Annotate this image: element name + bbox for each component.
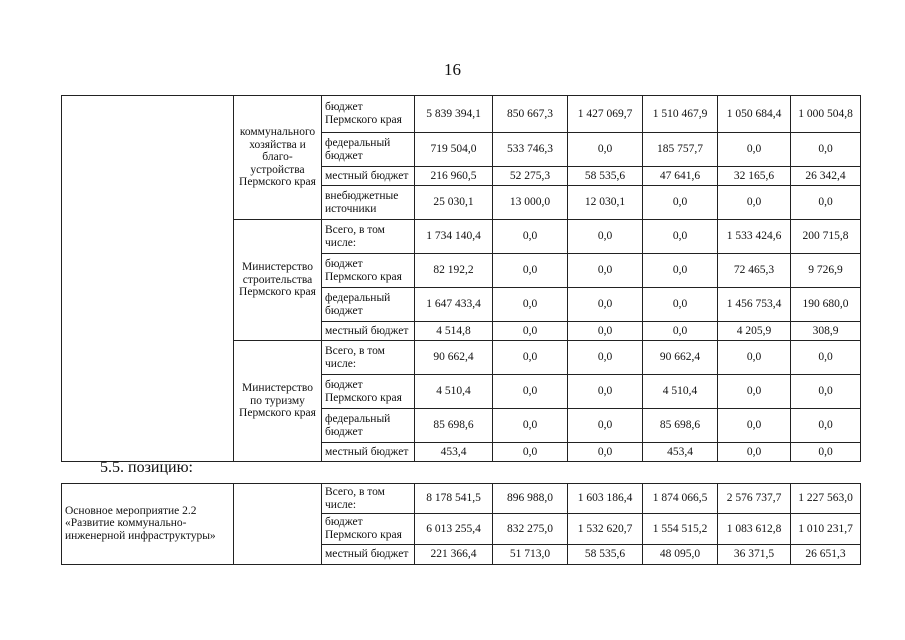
funding-source-cell: федеральный бюджет	[322, 288, 415, 322]
amount-cell: 0,0	[643, 322, 718, 341]
amount-cell: 0,0	[643, 288, 718, 322]
executor-cell	[234, 484, 322, 565]
amount-cell: 1 554 515,2	[643, 514, 718, 544]
amount-cell: 0,0	[568, 443, 643, 462]
executor-cell: Министерство по туризму Пермского края	[234, 341, 322, 462]
page-number: 16	[444, 60, 461, 79]
amount-cell: 12 030,1	[568, 186, 643, 220]
amount-cell: 185 757,7	[643, 133, 718, 167]
amount-cell: 0,0	[568, 341, 643, 375]
amount-cell: 52 275,3	[493, 167, 568, 186]
budget-table-continued	[61, 95, 861, 462]
amount-cell: 0,0	[493, 220, 568, 254]
amount-cell: 0,0	[718, 341, 791, 375]
amount-cell: 36 371,5	[718, 544, 791, 564]
amount-cell: 58 535,6	[568, 544, 643, 564]
amount-cell: 0,0	[493, 375, 568, 409]
amount-cell: 1 510 467,9	[643, 96, 718, 133]
amount-cell: 9 726,9	[791, 254, 861, 288]
amount-cell: 0,0	[718, 133, 791, 167]
amount-cell: 4 510,4	[415, 375, 493, 409]
amount-cell: 0,0	[493, 409, 568, 443]
funding-source-cell: федеральный бюджет	[322, 133, 415, 167]
amount-cell: 0,0	[568, 288, 643, 322]
amount-cell: 0,0	[493, 254, 568, 288]
amount-cell: 1 427 069,7	[568, 96, 643, 133]
amount-cell: 1 456 753,4	[718, 288, 791, 322]
amount-cell: 216 960,5	[415, 167, 493, 186]
amount-cell: 0,0	[791, 186, 861, 220]
amount-cell: 51 713,0	[493, 544, 568, 564]
amount-cell: 13 000,0	[493, 186, 568, 220]
amount-cell: 1 603 186,4	[568, 484, 643, 514]
amount-cell: 0,0	[718, 443, 791, 462]
amount-cell: 26 651,3	[791, 544, 861, 564]
amount-cell: 72 465,3	[718, 254, 791, 288]
amount-cell: 453,4	[643, 443, 718, 462]
amount-cell: 2 576 737,7	[718, 484, 791, 514]
measure-name-cell	[62, 96, 234, 462]
amount-cell: 85 698,6	[643, 409, 718, 443]
amount-cell: 221 366,4	[415, 544, 493, 564]
funding-source-cell: Всего, в том числе:	[322, 484, 415, 514]
amount-cell: 0,0	[493, 443, 568, 462]
amount-cell: 1 874 066,5	[643, 484, 718, 514]
amount-cell: 1 227 563,0	[791, 484, 861, 514]
amount-cell: 0,0	[568, 375, 643, 409]
amount-cell: 200 715,8	[791, 220, 861, 254]
amount-cell: 1 010 231,7	[791, 514, 861, 544]
amount-cell: 1 734 140,4	[415, 220, 493, 254]
section-heading: 5.5. позицию:	[100, 459, 193, 476]
amount-cell: 0,0	[568, 254, 643, 288]
amount-cell: 0,0	[568, 322, 643, 341]
amount-cell: 1 532 620,7	[568, 514, 643, 544]
amount-cell: 0,0	[791, 341, 861, 375]
amount-cell: 32 165,6	[718, 167, 791, 186]
amount-cell: 0,0	[718, 375, 791, 409]
amount-cell: 48 095,0	[643, 544, 718, 564]
amount-cell: 453,4	[415, 443, 493, 462]
amount-cell: 0,0	[643, 186, 718, 220]
amount-cell: 308,9	[791, 322, 861, 341]
funding-source-cell: бюджет Пермского края	[322, 375, 415, 409]
amount-cell: 0,0	[568, 409, 643, 443]
amount-cell: 719 504,0	[415, 133, 493, 167]
amount-cell: 533 746,3	[493, 133, 568, 167]
amount-cell: 4 205,9	[718, 322, 791, 341]
funding-source-cell: внебюджетные источники	[322, 186, 415, 220]
funding-source-cell: местный бюджет	[322, 167, 415, 186]
funding-source-cell: местный бюджет	[322, 443, 415, 462]
amount-cell: 0,0	[643, 220, 718, 254]
amount-cell: 896 988,0	[493, 484, 568, 514]
amount-cell: 90 662,4	[415, 341, 493, 375]
amount-cell: 0,0	[493, 341, 568, 375]
amount-cell: 8 178 541,5	[415, 484, 493, 514]
amount-cell: 0,0	[718, 186, 791, 220]
funding-source-cell: местный бюджет	[322, 322, 415, 341]
funding-source-cell: федеральный бюджет	[322, 409, 415, 443]
funding-source-cell: бюджет Пермского края	[322, 514, 415, 544]
amount-cell: 0,0	[493, 288, 568, 322]
executor-cell: коммунального хозяйства и благо-устройства Пермского края	[234, 96, 322, 220]
amount-cell: 190 680,0	[791, 288, 861, 322]
funding-source-cell: местный бюджет	[322, 544, 415, 564]
amount-cell: 1 533 424,6	[718, 220, 791, 254]
amount-cell: 6 013 255,4	[415, 514, 493, 544]
amount-cell: 1 647 433,4	[415, 288, 493, 322]
table-row	[62, 484, 861, 514]
amount-cell: 0,0	[718, 409, 791, 443]
funding-source-cell: Всего, в том числе:	[322, 220, 415, 254]
funding-source-cell: Всего, в том числе:	[322, 341, 415, 375]
table-row	[62, 96, 861, 133]
amount-cell: 1 000 504,8	[791, 96, 861, 133]
amount-cell: 0,0	[791, 133, 861, 167]
amount-cell: 0,0	[791, 375, 861, 409]
amount-cell: 0,0	[568, 133, 643, 167]
funding-source-cell: бюджет Пермского края	[322, 254, 415, 288]
amount-cell: 832 275,0	[493, 514, 568, 544]
executor-cell: Министерство строительства Пермского края	[234, 220, 322, 341]
amount-cell: 1 083 612,8	[718, 514, 791, 544]
budget-table-position	[61, 483, 861, 565]
amount-cell: 47 641,6	[643, 167, 718, 186]
amount-cell: 4 514,8	[415, 322, 493, 341]
amount-cell: 25 030,1	[415, 186, 493, 220]
amount-cell: 82 192,2	[415, 254, 493, 288]
amount-cell: 4 510,4	[643, 375, 718, 409]
amount-cell: 5 839 394,1	[415, 96, 493, 133]
amount-cell: 0,0	[643, 254, 718, 288]
funding-source-cell: бюджет Пермского края	[322, 96, 415, 133]
amount-cell: 0,0	[791, 409, 861, 443]
amount-cell: 85 698,6	[415, 409, 493, 443]
amount-cell: 26 342,4	[791, 167, 861, 186]
amount-cell: 0,0	[493, 322, 568, 341]
amount-cell: 90 662,4	[643, 341, 718, 375]
amount-cell: 0,0	[568, 220, 643, 254]
amount-cell: 850 667,3	[493, 96, 568, 133]
amount-cell: 1 050 684,4	[718, 96, 791, 133]
measure-name-cell: Основное мероприятие 2.2 «Развитие коммунально-инженерной инфраструктуры»	[62, 484, 234, 565]
amount-cell: 0,0	[791, 443, 861, 462]
amount-cell: 58 535,6	[568, 167, 643, 186]
